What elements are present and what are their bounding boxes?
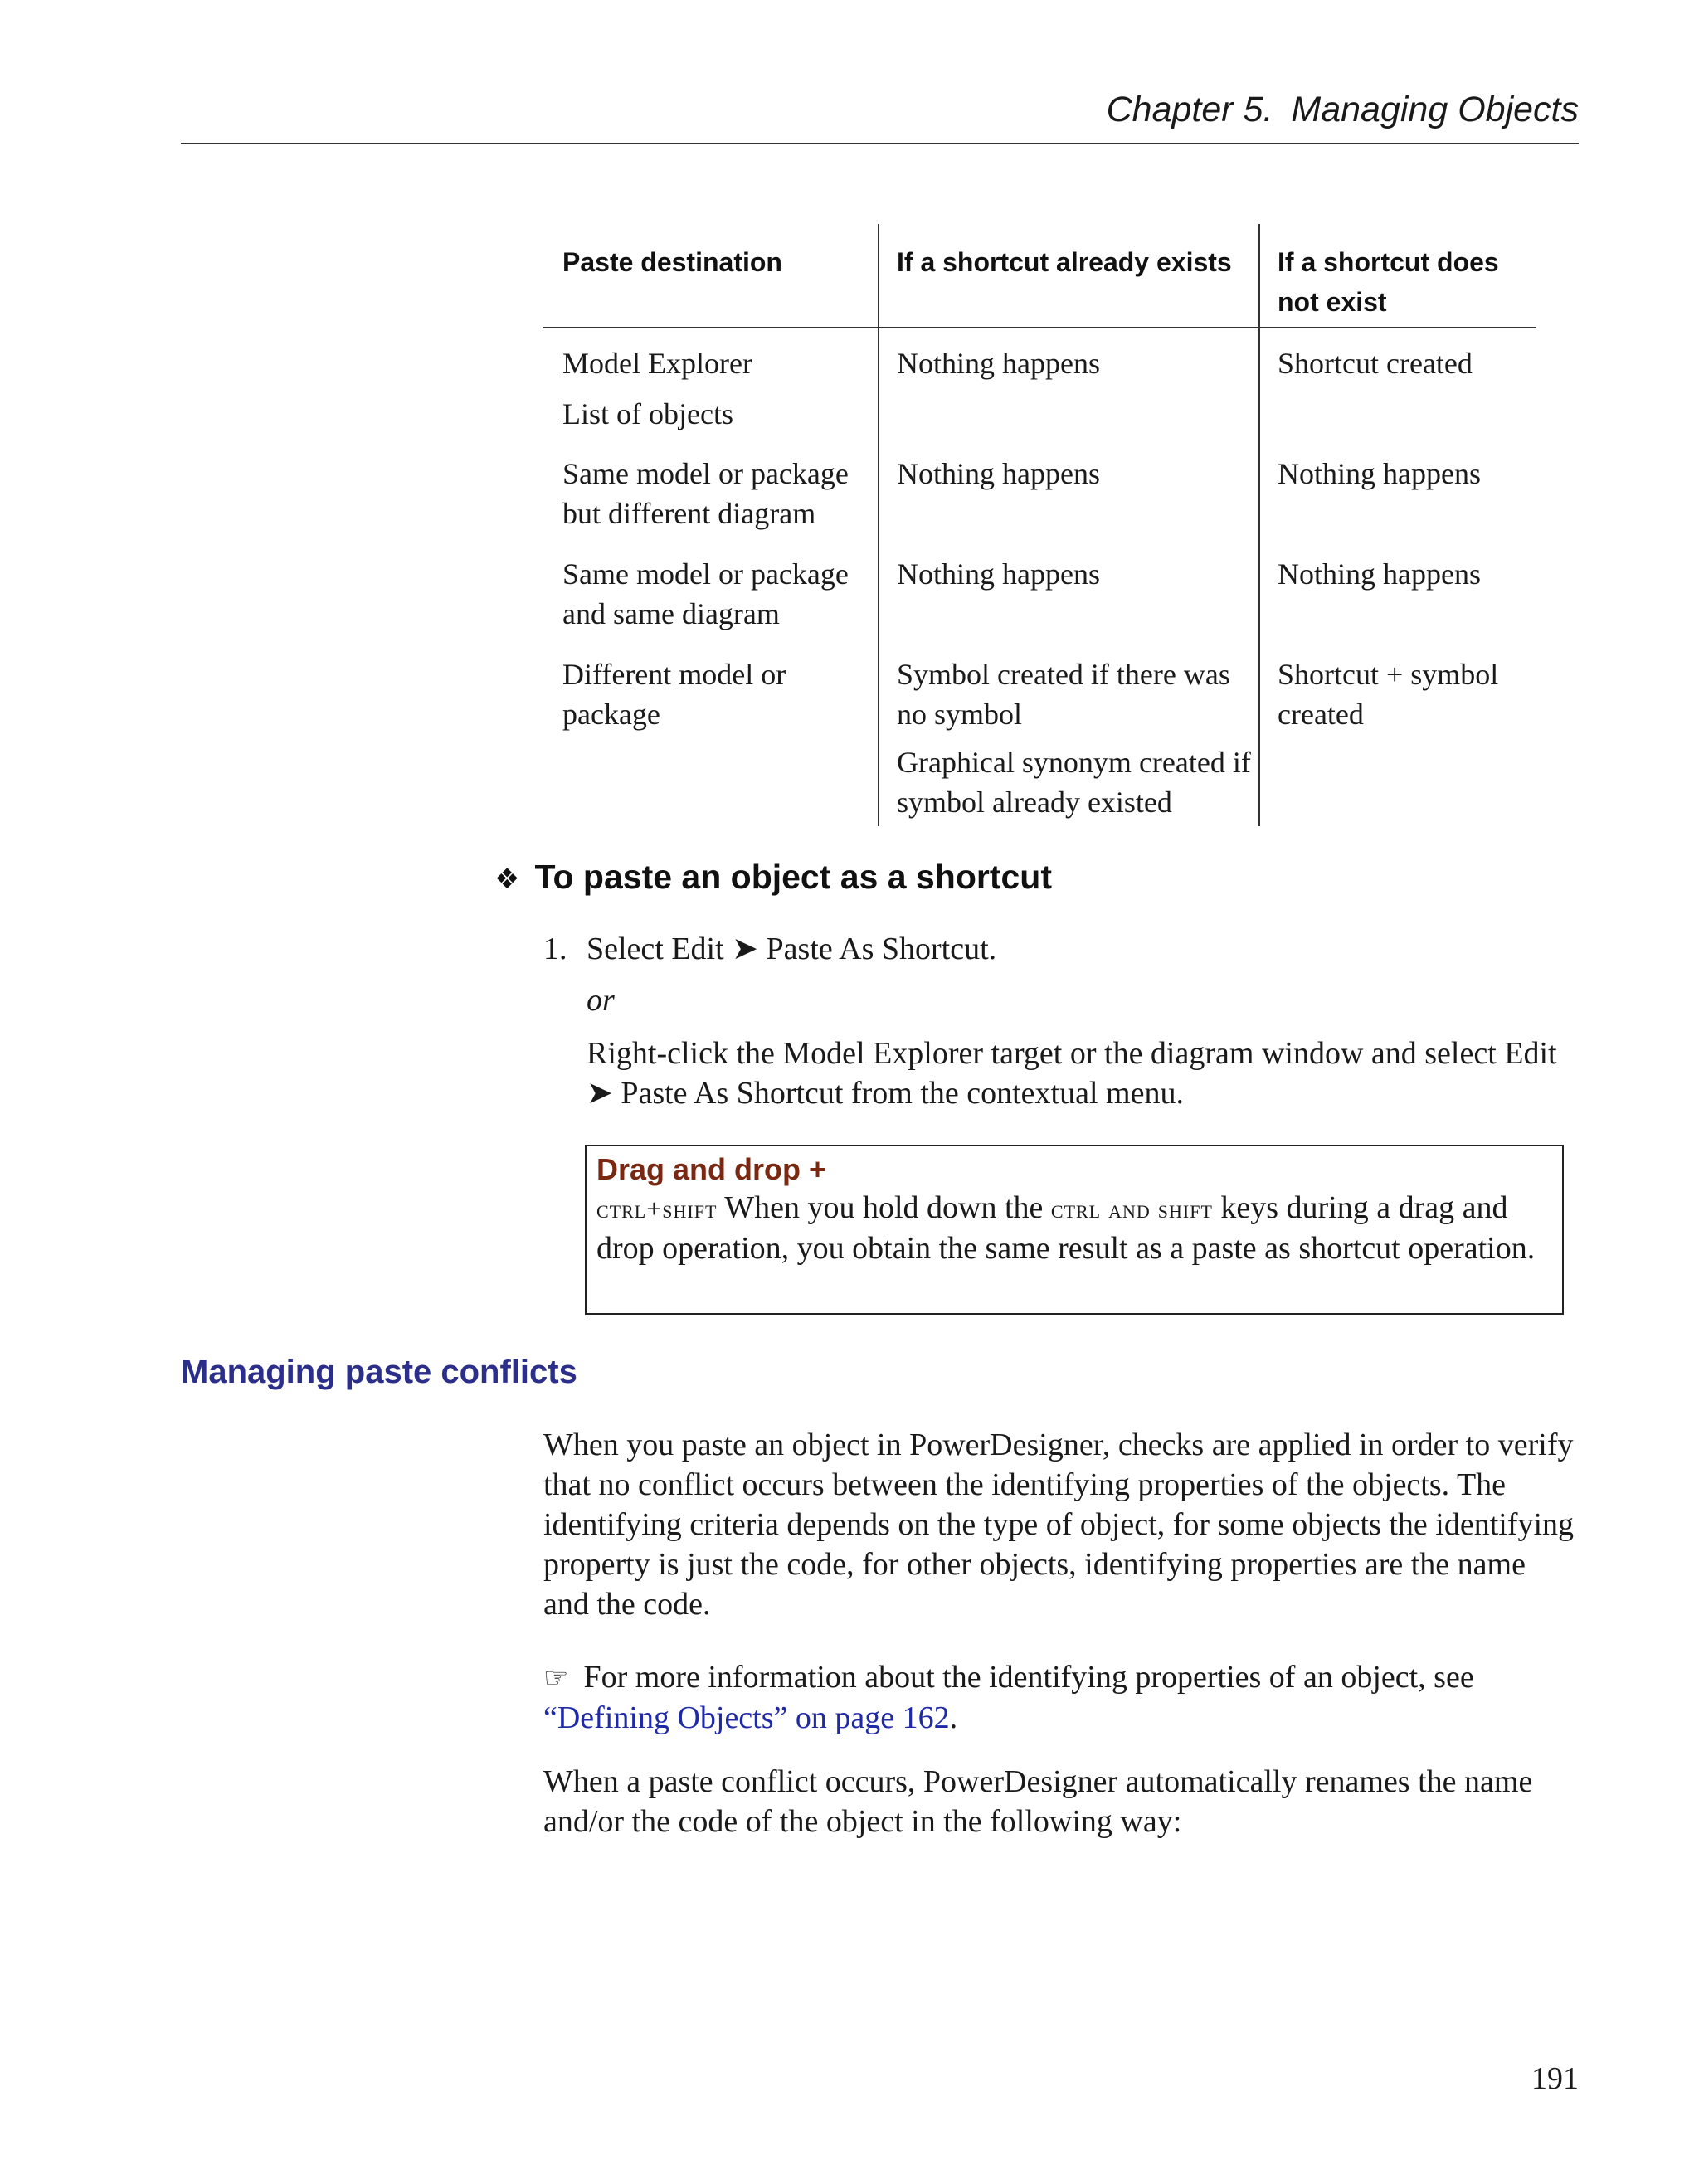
table-cell: Nothing happens (897, 557, 1100, 591)
table-cell: Graphical synonym created if symbol already existed (897, 746, 1251, 819)
table-cell: Shortcut + symbol created (1278, 658, 1499, 731)
table-cell: Nothing happens (897, 347, 1100, 380)
tip-title: Drag and drop + (596, 1152, 827, 1186)
step-text: Select Edit ➤ Paste As Shortcut. (587, 931, 997, 966)
chapter-number: Chapter 5. (1106, 90, 1273, 129)
table-cell: Nothing happens (897, 457, 1100, 490)
tip-body (596, 1188, 1552, 1268)
step-alternative: Right-click the Model Explorer target or the diagram window and select Edit ➤ Paste As Shortcut from the contextual menu. (587, 1036, 1557, 1111)
table-cell: Nothing happens (1278, 457, 1481, 490)
procedure-heading (494, 858, 1052, 897)
cross-reference-paragraph (543, 1657, 1576, 1738)
paste-behavior-table (543, 224, 1536, 826)
table-cell: Symbol created if there was no symbol (897, 658, 1230, 731)
table-cell: Same model or package but different diagram (562, 457, 849, 530)
column-header: Paste destination (562, 247, 782, 277)
pointing-hand-icon: ☞ (543, 1661, 569, 1695)
step-number: 1. (543, 931, 567, 966)
table-cell: Different model or package (562, 658, 786, 731)
paragraph: When a paste conflict occurs, PowerDesigner automatically renames the name and/or the code of the object in the following way: (543, 1764, 1533, 1839)
reference-text: For more information about the identifying properties of an object, see (583, 1660, 1474, 1695)
tip-text: keys during a drag and drop operation, you obtain the same result as a paste as shortcut operation. (596, 1190, 1536, 1266)
procedure-title: To paste an object as a shortcut (534, 858, 1052, 896)
step-or: or (587, 983, 615, 1018)
table-cell: Model Explorer (562, 347, 752, 380)
paragraph: When you paste an object in PowerDesigner, checks are applied in order to verify that no conflict occurs between the identifying properties of the objects. The identifying criteria depends on the type of object, for some objects the identifying property is just the code, for other objects, identifying properties are the name and the code. (543, 1428, 1575, 1622)
column-header: If a shortcut does not exist (1278, 247, 1499, 317)
table-cell: Nothing happens (1278, 557, 1481, 591)
key-inline: ctrl and shift (1050, 1194, 1213, 1223)
tip-box (585, 1145, 1564, 1315)
column-header: If a shortcut already exists (897, 247, 1232, 277)
page-number: 191 (1531, 2061, 1579, 2096)
table-cell: Same model or package and same diagram (562, 557, 849, 630)
cross-reference-link[interactable]: “Defining Objects” on page 162 (543, 1700, 950, 1735)
running-header (1107, 90, 1579, 130)
column-divider (1258, 224, 1260, 826)
reference-end: . (949, 1700, 958, 1735)
table-cell: List of objects (562, 397, 733, 430)
chapter-title: Managing Objects (1291, 90, 1579, 129)
key-label: ctrl+shift (596, 1194, 718, 1223)
table-cell: Shortcut created (1278, 347, 1473, 380)
column-divider (878, 224, 879, 826)
header-rule (181, 143, 1579, 144)
procedure-marker-icon: ❖ (494, 863, 520, 895)
header-rule-table (543, 327, 1536, 328)
tip-text: When you hold down the (724, 1190, 1044, 1225)
section-heading: Managing paste conflicts (181, 1354, 577, 1390)
